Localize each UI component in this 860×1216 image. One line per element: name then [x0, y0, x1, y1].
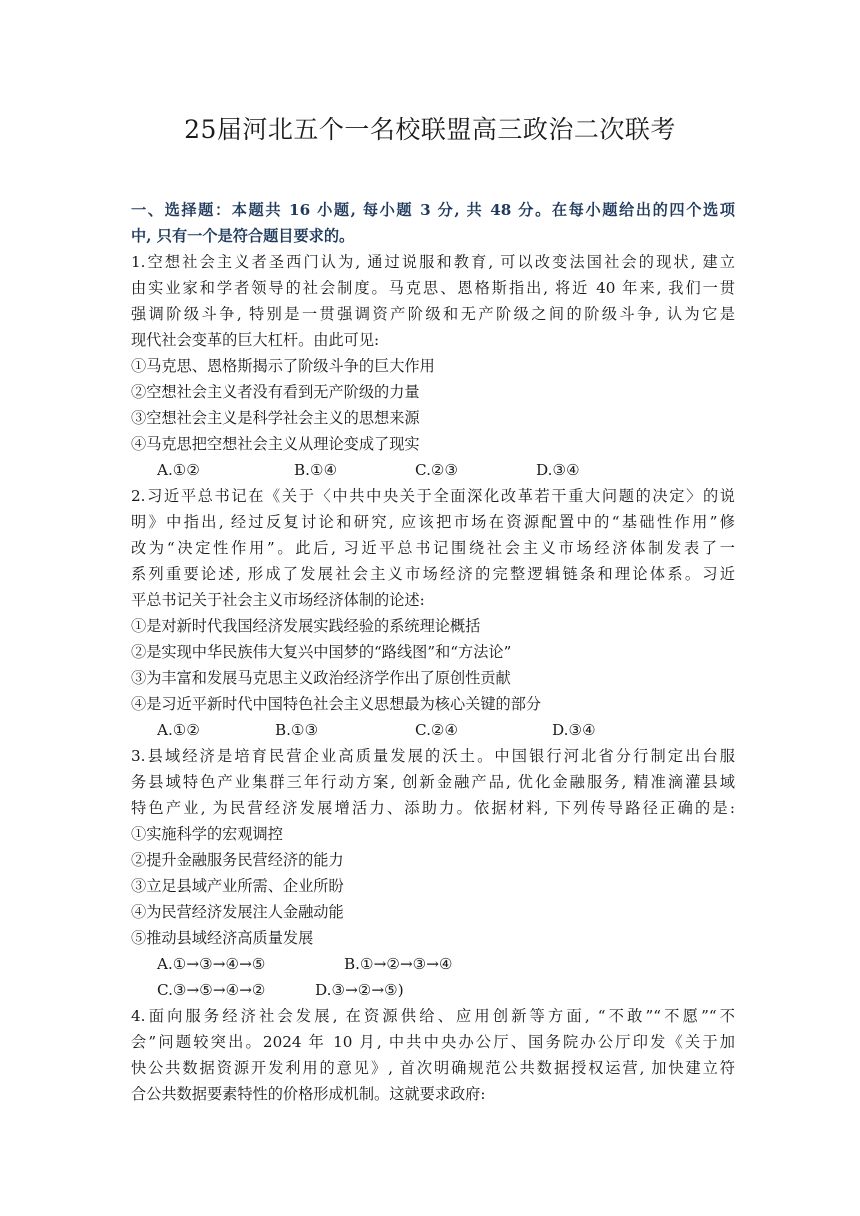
- option-d: D.③④: [552, 721, 596, 739]
- question-2: [131, 483, 735, 743]
- statement-item: ③立足县域产业所需、企业所盼: [131, 877, 344, 895]
- answer-options: [131, 717, 735, 743]
- option-a: A.①→③→④→⑤: [157, 955, 266, 973]
- option-c: C.③→⑤→④→②: [157, 981, 266, 999]
- question-stem-line: 务县域特色产业集群三年行动方案, 创新金融产品, 优化金融服务, 精准滴灌县域: [131, 773, 735, 791]
- statement-item: ①马克思、恩格斯揭示了阶级斗争的巨大作用: [131, 357, 435, 375]
- option-b: B.①→②→③→④: [344, 955, 453, 973]
- question-stem-line: 明》中指出, 经过反复讨论和研究, 应该把市场在资源配置中的“基础性作用”修: [131, 513, 735, 531]
- question-stem-line: 强调阶级斗争, 特别是一贯强调资产阶级和无产阶级之间的阶级斗争, 认为它是: [131, 305, 735, 323]
- statement-item: ④为民营经济发展注人金融动能: [131, 903, 344, 921]
- statement-item: ①实施科学的宏观调控: [131, 825, 283, 843]
- option-d: D.③④: [536, 461, 580, 479]
- option-c: C.②④: [415, 721, 459, 739]
- question-stem-line: 合公共数据要素特性的价格形成机制。这就要求政府:: [131, 1085, 486, 1103]
- option-b: B.①④: [294, 461, 338, 479]
- option-a: A.①②: [157, 721, 201, 739]
- statement-item: ③为丰富和发展马克思主义政治经济学作出了原创性贡献: [131, 669, 511, 687]
- question-stem-line: 平总书记关于社会主义市场经济体制的论述:: [131, 591, 425, 609]
- statement-item: ④是习近平新时代中国特色社会主义思想最为核心关键的部分: [131, 695, 542, 713]
- question-stem-line: 系列重要论述, 形成了发展社会主义市场经济的完整逻辑链条和理论体系。习近: [131, 565, 735, 583]
- question-1: [131, 249, 735, 483]
- section-heading: [131, 197, 735, 249]
- question-stem-line: 2.习近平总书记在《关于〈中共中央关于全面深化改革若干重大问题的决定〉的说: [131, 487, 735, 505]
- question-stem-line: 3.县域经济是培育民营企业高质量发展的沃土。中国银行河北省分行制定出台服: [131, 747, 735, 765]
- section-heading-line: 中, 只有一个是符合题目要求的。: [131, 227, 355, 245]
- question-stem-line: 1.空想社会主义者圣西门认为, 通过说服和教育, 可以改变法国社会的现状, 建立: [131, 253, 735, 271]
- option-d: D.③→②→⑤): [315, 981, 404, 999]
- question-stem-line: 改为“决定性作用”。此后, 习近平总书记围绕社会主义市场经济体制发表了一: [131, 539, 735, 557]
- section-heading-line: 一、选择题：本题共 16 小题, 每小题 3 分, 共 48 分。在每小题给出的四个选项: [131, 201, 735, 219]
- statement-item: ①是对新时代我国经济发展实践经验的系统理论概括: [131, 617, 481, 635]
- option-a: A.①②: [157, 461, 201, 479]
- question-stem-line: 4.面向服务经济社会发展, 在资源供给、应用创新等方面, “不敢”“不愿”“不: [131, 1007, 735, 1025]
- question-stem-line: 特色产业, 为民营经济发展增活力、添助力。依据材料, 下列传导路径正确的是:: [131, 799, 735, 817]
- option-c: C.②③: [415, 461, 459, 479]
- statement-item: ③空想社会主义是科学社会主义的思想来源: [131, 409, 420, 427]
- question-stem-line: 由实业家和学者领导的社会制度。马克思、恩格斯指出, 将近 40 年来, 我们一贯: [131, 279, 735, 297]
- statement-item: ②提升金融服务民营经济的能力: [131, 851, 344, 869]
- statement-item: ②是实现中华民族伟大复兴中国梦的“路线图”和“方法论”: [131, 643, 512, 661]
- question-4: [131, 1003, 735, 1107]
- question-3: [131, 743, 735, 1003]
- answer-options: [131, 977, 735, 1003]
- document-body: [131, 197, 735, 1107]
- answer-options: [131, 951, 735, 977]
- document-title: 25届河北五个一名校联盟高三政治二次联考: [184, 115, 676, 144]
- statement-item: ②空想社会主义者没有看到无产阶级的力量: [131, 383, 420, 401]
- question-stem-line: 会”问题较突出。2024 年 10 月, 中共中央办公厅、国务院办公厅印发《关于加: [131, 1033, 735, 1051]
- option-b: B.①③: [275, 721, 319, 739]
- question-stem-line: 快公共数据资源开发利用的意见》, 首次明确规范公共数据授权运营, 加快建立符: [131, 1059, 735, 1077]
- question-stem-line: 现代社会变革的巨大杠杆。由此可见:: [131, 331, 380, 349]
- statement-item: ④马克思把空想社会主义从理论变成了现实: [131, 435, 420, 453]
- answer-options: [131, 457, 735, 483]
- statement-item: ⑤推动县域经济高质量发展: [131, 929, 314, 947]
